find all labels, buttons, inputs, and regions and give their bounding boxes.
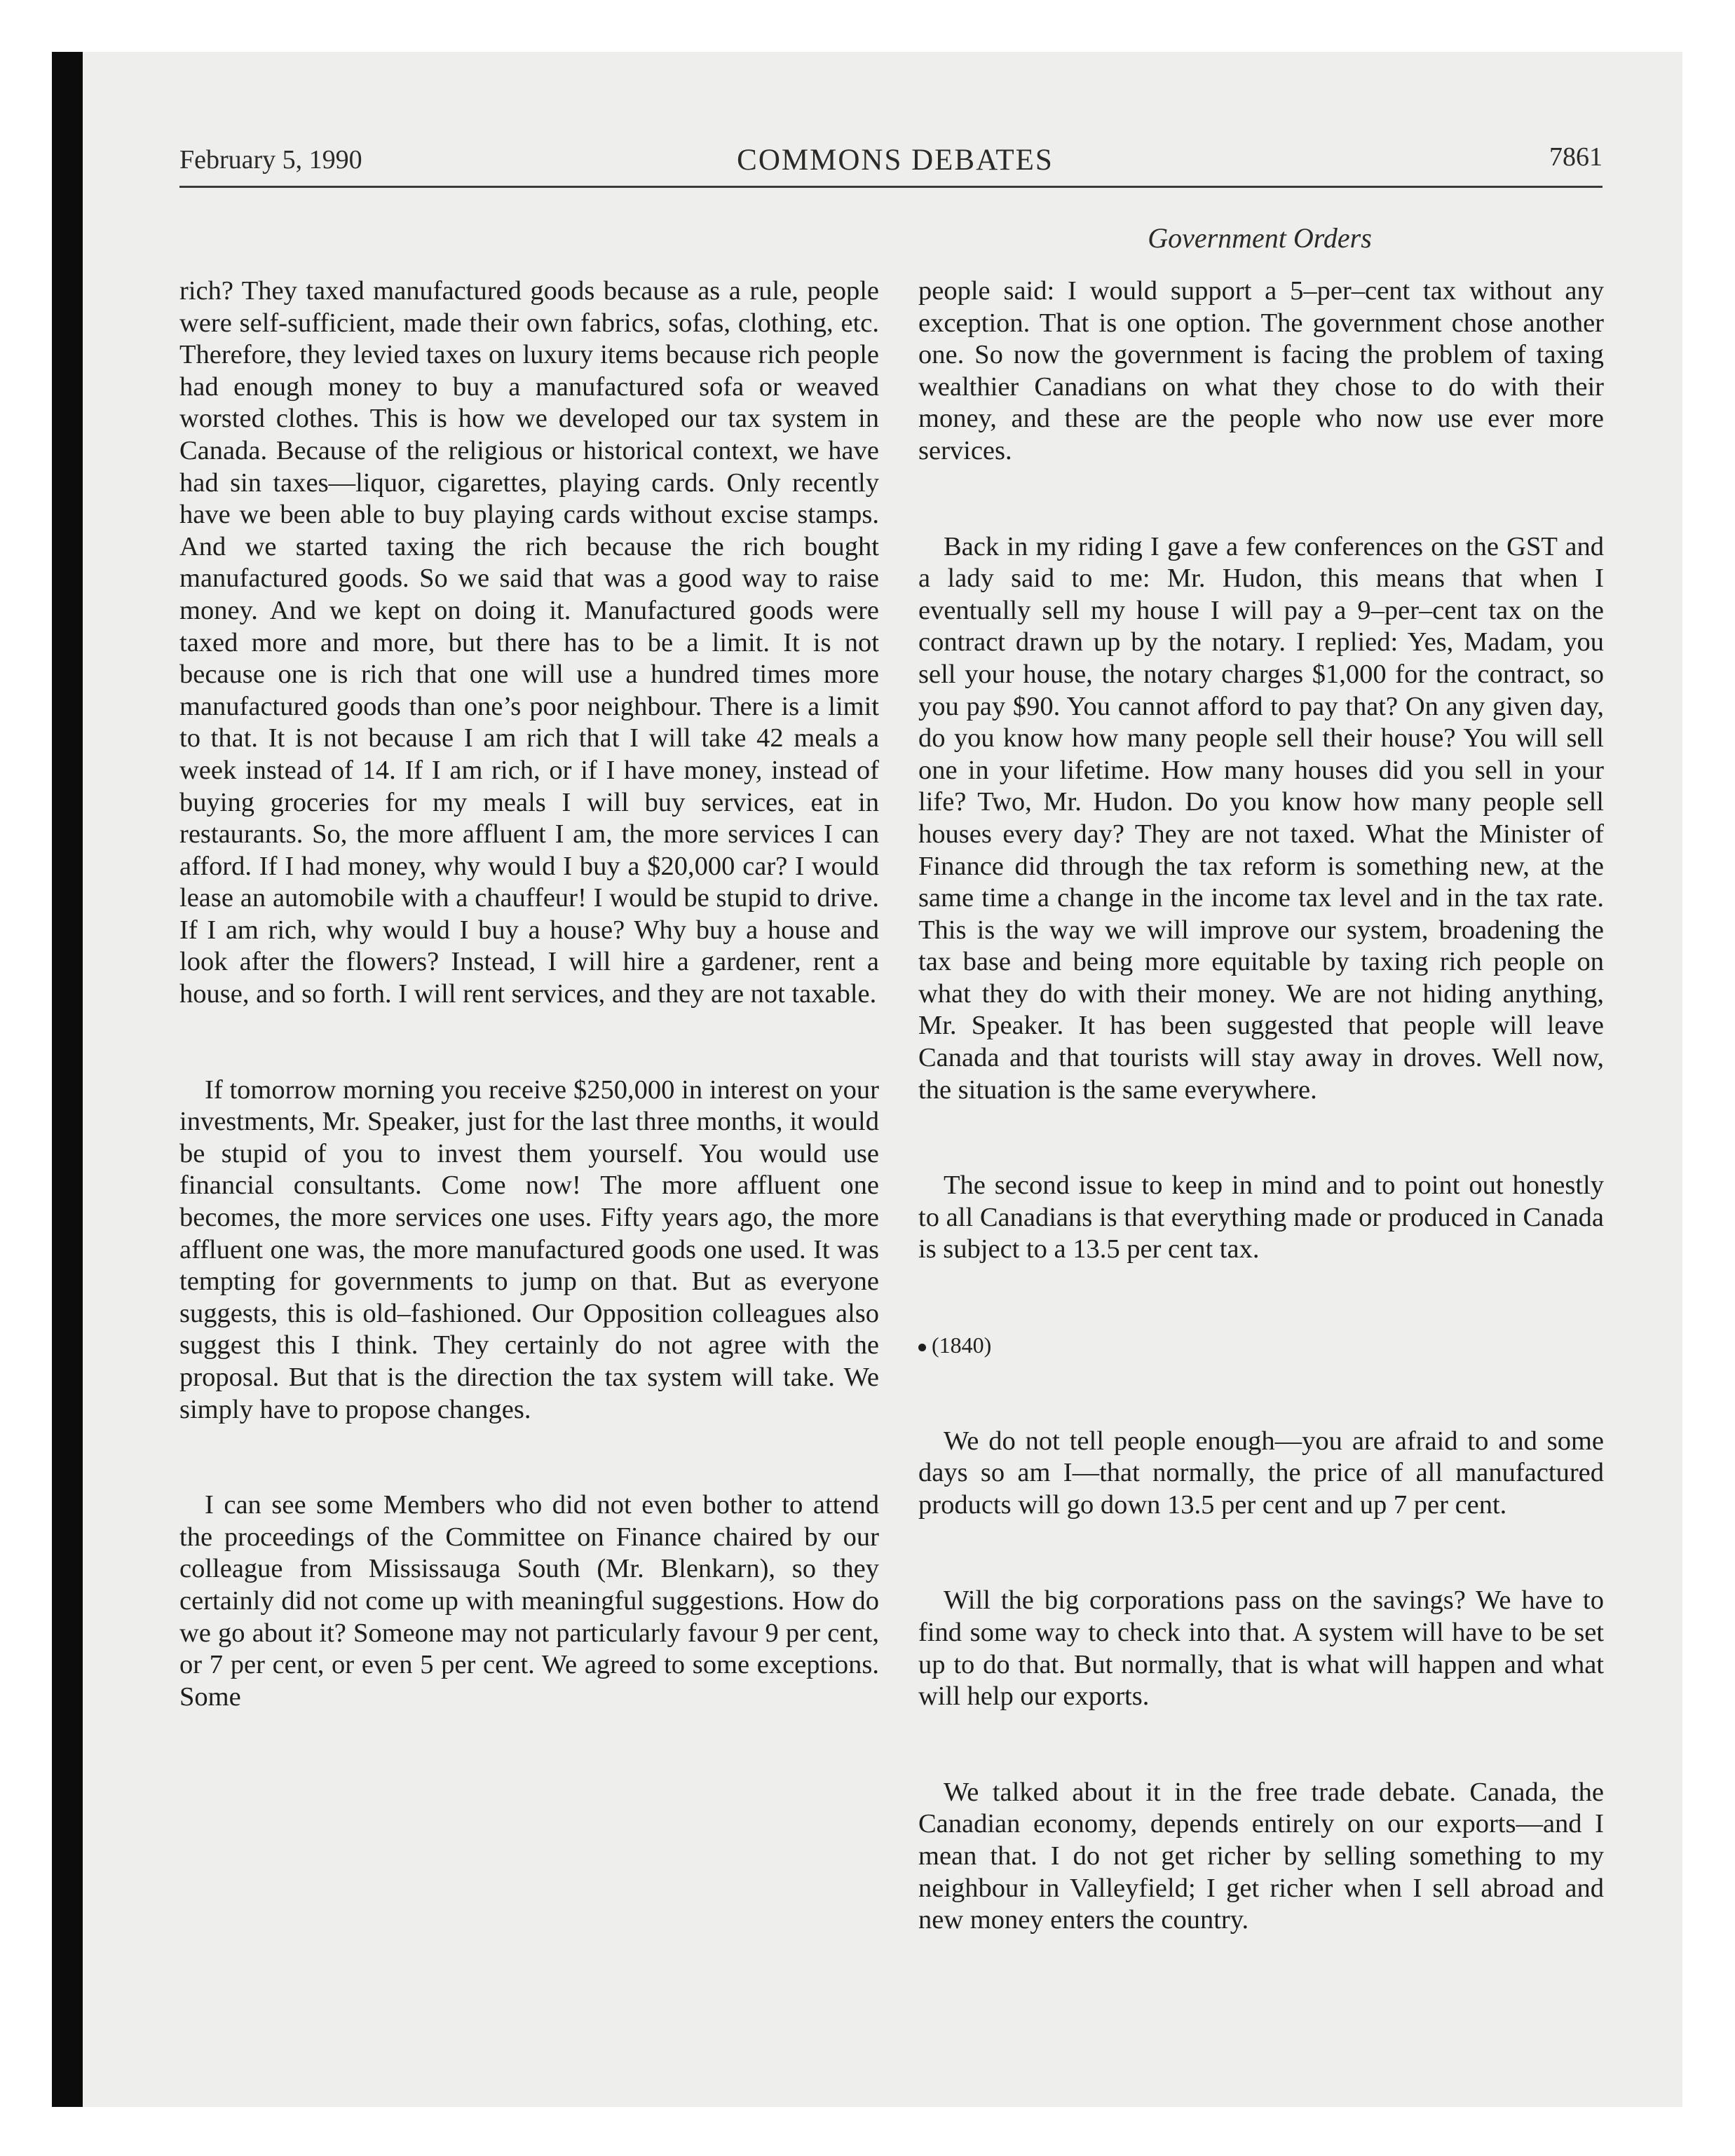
right-column <box>918 275 1604 1937</box>
header-rule <box>179 186 1603 188</box>
bullet-icon <box>918 1344 926 1351</box>
paragraph: rich? They taxed manufactured goods because as a rule, people were self-sufficient, made their own fabrics, sofas, clothing, etc. Therefore, they levied taxes on luxury items because rich people had enough money to buy a manufactured sofa or weaved worsted clothes. This is how we developed our tax system in Canada. Because of the religious or historical context, we have had sin taxes—liquor, cigarettes, playing cards. Only recently have we been able to buy playing cards without excise stamps. And we started taxing the rich because the rich bought manufactured goods. So we said that was a good way to raise money. And we kept on doing it. Manufactured goods were taxed more and more, but there has to be a limit. It is not because one is rich that one will use a hundred times more manufactured goods than one’s poor neighbour. There is a limit to that. It is not because I am rich that I will take 42 meals a week instead of 14. If I am rich, or if I have money, instead of buying groceries for my meals I will buy services, eat in restaurants. So, the more affluent I am, the more services I can afford. If I had money, why would I buy a $20,000 car? I would lease an automobile with a chauffeur! I would be stupid to drive. If I am rich, why would I buy a house? Why buy a house and look after the flowers? Instead, I will hire a gardener, rent a house, and so forth. I will rent services, and they are not taxable. <box>179 276 879 1009</box>
time-marker-text: (1840) <box>932 1332 992 1358</box>
paragraph: The second issue to keep in mind and to point out honestly to all Canadians is that everything made or produced in Canada is subject to a 13.5 per cent tax. <box>918 1171 1604 1264</box>
header-title: COMMONS DEBATES <box>737 144 1054 177</box>
paragraph: Will the big corporations pass on the savings? We have to find some way to check into that. A system will have to be set up to do that. But normally, that is what will happen and what will help our exports. <box>918 1585 1604 1712</box>
paragraph: Back in my riding I gave a few conferences on the GST and a lady said to me: Mr. Hudon, this means that when I eventually sell my house I will pay a 9–per–cent tax on the contract drawn up by the notary. I replied: Yes, Madam, you sell your house, the notary charges $1,000 for the contract, so you pay $90. You cannot afford to pay that? On any given day, do you know how many people sell their house? You will sell one in your lifetime. How many houses did you sell in your life? Two, Mr. Hudon. Do you know how many people sell houses every day? They are not taxed. What the Minister of Finance did through the tax reform is something new, at the same time a change in the income tax level and in the tax rate. This is the way we will improve our system, broadening the tax base and being more equitable by taxing rich people on what they do with their money. We are not hiding anything, Mr. Speaker. It has been suggested that people will leave Canada and that tourists will stay away in droves. Well now, the situation is the same everywhere. <box>918 531 1604 1105</box>
paragraph: I can see some Members who did not even bother to attend the proceedings of the Committee on Finance chaired by our colleague from Mississauga South (Mr. Blenkarn), so they certainly did not come up with meaningful suggestions. How do we go about it? Someone may not particularly favour 9 per cent, or 7 per cent, or even 5 per cent. We agreed to some exceptions. Some <box>179 1490 879 1712</box>
time-marker <box>918 1330 1604 1362</box>
page-header <box>179 137 1611 186</box>
page-number: 7861 <box>1549 142 1603 172</box>
paragraph: We talked about it in the free trade debate. Canada, the Canadian economy, depends entirely on our exports—and I mean that. I do not get richer by selling something to my neighbour in Valleyfield; I get richer when I sell abroad and new money enters the country. <box>918 1777 1604 1935</box>
left-column <box>179 275 879 1713</box>
scan-edge-shadow <box>52 52 83 2107</box>
paragraph: people said: I would support a 5–per–cent tax without any exception. That is one option. The government chose another one. So now the government is facing the problem of taxing wealthier Canadians on what they chose to do with their money, and these are the people who now use ever more services. <box>918 276 1604 465</box>
paragraph: If tomorrow morning you receive $250,000 in interest on your investments, Mr. Speaker, just for the last three months, it would be stupid of you to invest them yourself. You would use financial consultants. Come now! The more affluent one becomes, the more services one uses. Fifty years ago, the more affluent one was, the more manufactured goods one used. It was tempting for governments to jump on that. But as everyone suggests, this is old–fashioned. Our Opposition colleagues also suggest this I think. They certainly do not agree with the proposal. But that is the direction the tax system will take. We simply have to propose changes. <box>179 1074 879 1424</box>
header-date: February 5, 1990 <box>179 145 362 175</box>
paragraph: We do not tell people enough—you are afraid to and some days so am I—that normally, the price of all manufactured products will go down 13.5 per cent and up 7 per cent. <box>918 1426 1604 1520</box>
section-title: Government Orders <box>1148 222 1372 254</box>
